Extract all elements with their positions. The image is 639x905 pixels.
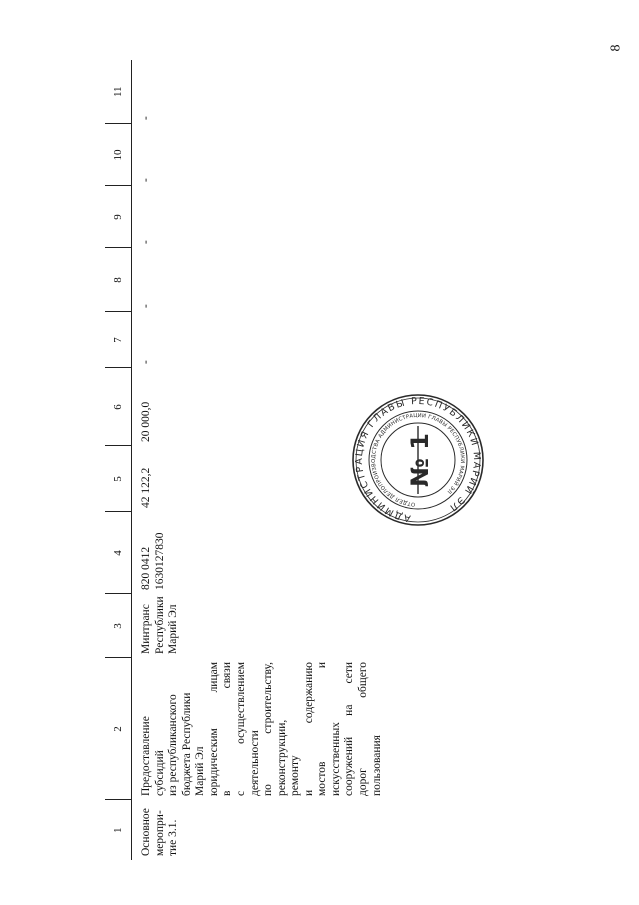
cell-value-11: - bbox=[140, 116, 152, 120]
col-header-9: 9 bbox=[105, 186, 132, 248]
col-header-7: 7 bbox=[105, 312, 132, 368]
header-row bbox=[105, 60, 132, 860]
col-header-8: 8 bbox=[105, 248, 132, 312]
cell-value-10: - bbox=[140, 178, 152, 182]
seal-center-number: № 1 bbox=[406, 433, 434, 487]
col-header-1: 1 bbox=[105, 800, 132, 860]
col-header-6: 6 bbox=[105, 368, 132, 446]
col-header-10: 10 bbox=[105, 124, 132, 186]
cell-value-9: - bbox=[140, 240, 152, 244]
col-header-5: 5 bbox=[105, 446, 132, 512]
col-header-3: 3 bbox=[105, 594, 132, 658]
official-seal bbox=[350, 392, 486, 528]
seal-outer-text: АДМИНИСТРАЦИЯ ГЛАВЫ РЕСПУБЛИКИ МАРИЙ ЭЛ bbox=[353, 395, 483, 524]
col-header-11: 11 bbox=[105, 60, 132, 124]
cell-value-8: - bbox=[140, 304, 152, 308]
cell-responsible: Минтранс Республики Марий Эл bbox=[140, 596, 180, 654]
cell-activity-number: Основное меропри- тие 3.1. bbox=[140, 808, 180, 856]
col-header-4: 4 bbox=[105, 512, 132, 594]
cell-value-5: 42 122,2 bbox=[140, 467, 152, 508]
cell-activity-description: Предоставление субсидий из республиканского бюджета Республики Марий Эл юридическим лицам в связи с осуществлением деятельности по строительству, реконструкции, ремонту и содержанию мостов и искусственных сооружений на сети дорог общего пользования bbox=[140, 662, 383, 796]
page-number: 8 bbox=[608, 44, 624, 52]
cell-budget-code: 820 0412 1630127830 bbox=[140, 532, 166, 590]
seal-inner-text: ОТДЕЛ ДЕЛОПРОИЗВОДСТВА АДМИНИСТРАЦИИ ГЛАВЫ РЕСПУБЛИКИ МАРИЙ ЭЛ bbox=[370, 412, 466, 507]
cell-value-6: 20 000,0 bbox=[140, 401, 152, 442]
cell-value-7: - bbox=[140, 360, 152, 364]
col-header-2: 2 bbox=[105, 658, 132, 800]
